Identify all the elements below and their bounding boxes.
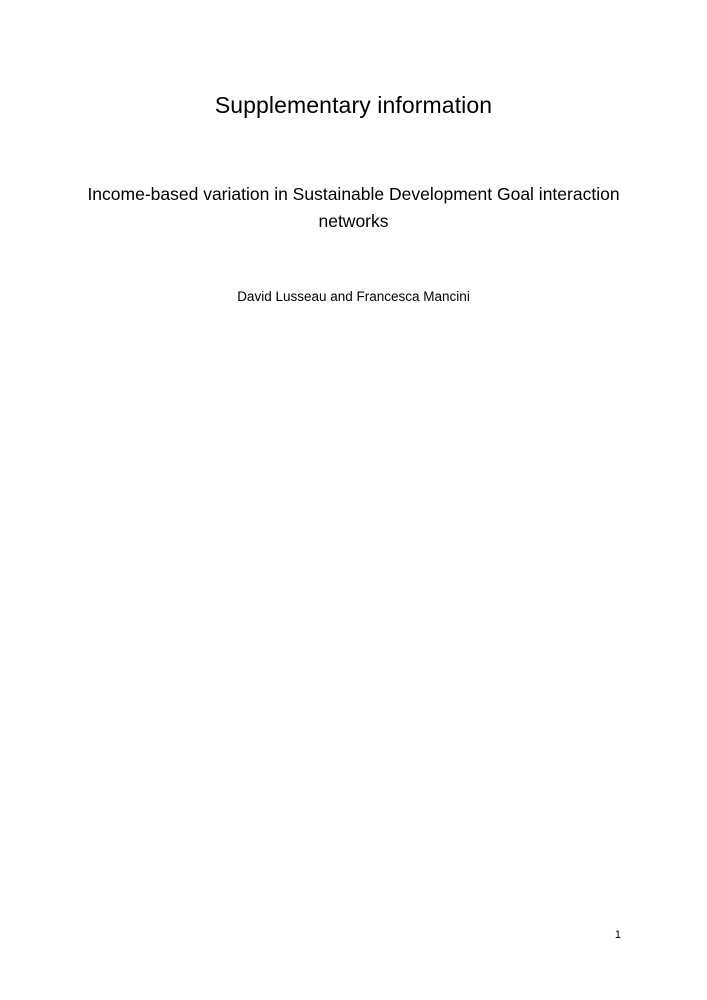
page-number: 1 (614, 929, 621, 941)
author-list: David Lusseau and Francesca Mancini (237, 289, 470, 304)
paper-title: Income-based variation in Sustainable Development Goal interaction networks (87, 184, 620, 231)
document-heading: Supplementary information (214, 92, 493, 118)
